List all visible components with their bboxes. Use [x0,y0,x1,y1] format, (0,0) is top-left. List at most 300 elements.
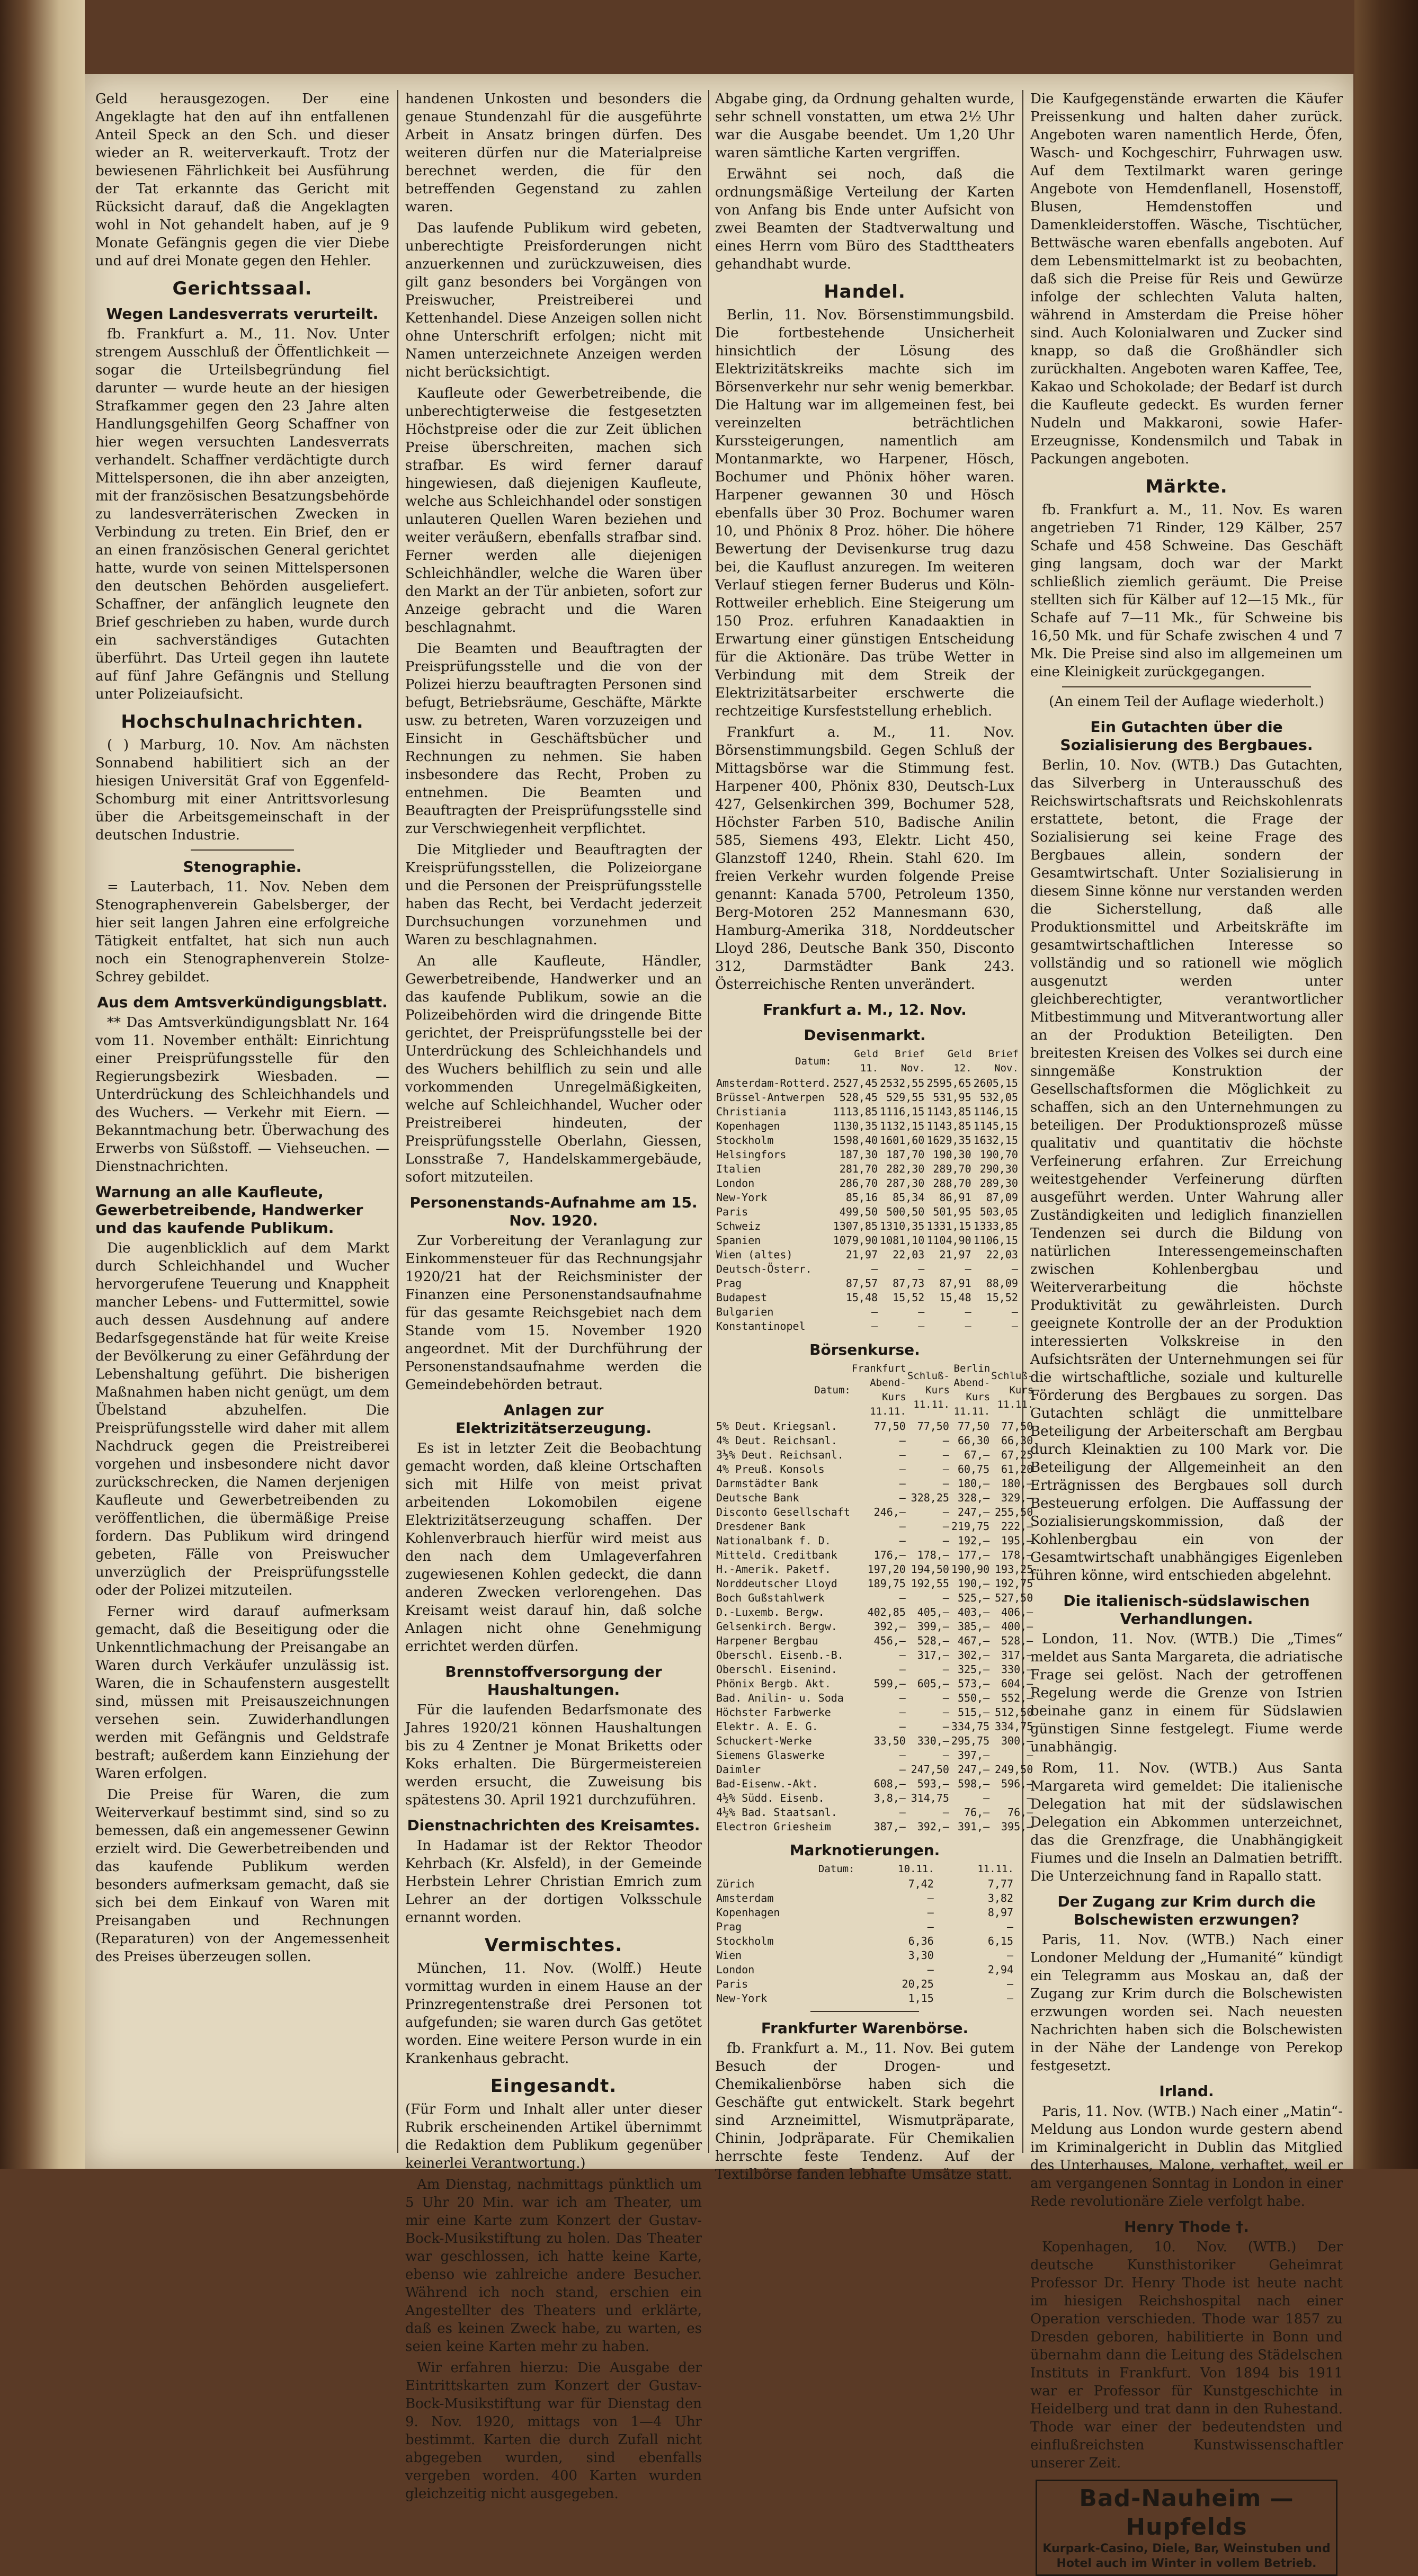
article-heading: Der Zugang zur Krim durch die Bolschewisten erzwungen? [1057,1893,1316,1928]
table-cell: 1132,15 [880,1120,925,1132]
table-cell: — [899,1763,906,1776]
article-text: Die augenblicklich auf dem Markt durch Schleichhandel und Wucher hervorgerufene Teuerung und Knappheit mancher Lebens- und Futtermittel, sowie auch dessen Ausdehnung auf andere Bedarfsgegenstände hat für weite Kreise der Bevölkerung zu einer Gefährdung der Lebenshaltung geführt. Die bisherigen Maßnahmen haben nicht genügt, um dem Übelstand abzuhelfen. Die Preisprüfungsstelle wird daher mit allem Nachdruck gegen die Preistreiberei vorgehen und insbesondere nicht davor zurückschrecken, die Namen derjenigen Kaufleute und Gewerbetreibenden zu veröffentlichen, die übermäßige Preise fordern. Das Publikum wird dringend gebeten, Fälle von Preiswucher unverzüglich der Preisprüfungsstelle oder der Polizei mitzuteilen. [95,1240,389,1598]
column-rule [1022,90,1023,2153]
table-cell: 1333,85 [973,1220,1018,1232]
table-cell: 178,— [1001,1549,1033,1561]
table-cell: 593,— [917,1777,949,1790]
table-cell: 77,50 [1001,1420,1033,1433]
table-row [715,1920,1014,1934]
table-cell: 392,— [917,1820,949,1833]
table-cell: — [942,1520,949,1533]
table-cell: 190,30 [933,1148,971,1161]
table-cell: Mitteld. Creditbank [716,1549,837,1561]
table-cell: Bad. Anilin- u. Soda [716,1692,844,1704]
table-row [715,1491,1034,1505]
table-cell: 385,— [957,1620,990,1633]
table-cell: — [942,1463,949,1475]
table-cell: 88,09 [986,1277,1018,1290]
table-cell: Paris [716,1205,748,1218]
table-cell: — [899,1806,906,1819]
table-cell: 187,70 [886,1148,925,1161]
table-cell: Gelsenkirch. Bergw. [716,1620,837,1633]
table-cell: Oberschl. Eisenind. [716,1663,837,1676]
table-cell: 4% Deut. Reichsanl. [716,1434,837,1447]
table-row [715,1648,1034,1662]
table-row [715,1991,1014,2006]
table-heading: Marknotierungen. [789,1841,940,1859]
table-cell: 528,— [1001,1634,1033,1647]
article-text: handenen Unkosten und besonders die genaue Stundenzahl für die ausgeführte Arbeit in Ansatz bringen dürfen. Des weiteren dürfen nur die Materialpreise berechnet werden, die für den betreffenden Gegenstand zu zahlen waren. [405,91,702,215]
article-text: Berlin, 10. Nov. (WTB.) Das Gutachten, das Silverberg in Unterausschuß des Reichswirtschaftsrats und Reichskohlenrats erstattete, betont, die Frage der Sozialisierung sei keine Frage des Bergbaues allein, sondern der Gesamtwirtschaft. Unter Sozialisierung in diesem Sinne könne nur verstanden werden die Sicherstellung, daß alle Produktionsmittel und Arbeitskräfte im gesamtwirtschaftlichen Interesse so vollständig und so rationell wie möglich ausgenutzt werden unter gleichberechtigter, verantwortlicher Mitbestimmung und Mitverantwortung aller an der Produktion Beteiligten. Den breitesten Kreisen des Volkes sei durch eine sinngemäße Konstruktion der Gesellschaftsformen die Möglichkeit zu schaffen, sich an den Unternehmungen zu beteiligen. Der Produktionsprozeß müsse qualitativ und quantitativ die höchste Verfeinerung erfahren. Zur Erreichung weitestgehender Verfeinerung dürften ausgeführt werden. Unter Wahrung aller Zuständigkeiten und lediglich finanziellen Tendenzen sei durch die Bildung von natürlichen Interessengemeinschaften zwischen Kohlenbergbau und Weiterverarbeitung die höchste Produktivität zu gewährleisten. Durch geeignete Kontrolle der an der Produktion interessierten Volkskreise in den Aufsichtsräten der Unternehmungen sei für die wirtschaftliche, soziale und kulturelle Förderung des Bergbaues zu sorgen. Das Gutachten schlägt die unmittelbare Beteiligung der Arbeiterschaft am Bergbau durch Kleinaktien zu 100 Mark vor. Die Beteiligung der Allgemeinheit an den Erträgnissen des Bergbaues soll durch Besteuerung erfolgen. Die Auffassung der Sozialisierungskommission, daß der Kohlenbergbau ein von der Gesamtwirtschaft unabhängiges Eigenleben führen könne, wird entschieden abgelehnt. [1030,757,1343,1584]
table-cell: — [899,1720,906,1733]
table-cell: Christiania [716,1105,787,1118]
table-row [715,1262,1019,1276]
table-cell: 222,— [1001,1520,1033,1533]
table-cell: 86,91 [939,1191,971,1204]
table-cell: 1,15 [908,1992,934,2005]
table-row [715,1620,1034,1634]
table-cell: 190,— [957,1577,990,1590]
section-heading: Märkte. [1145,476,1228,497]
section-heading: Vermischtes. [484,1935,623,1956]
table-cell: 1629,35 [926,1134,971,1147]
table-cell: 85,16 [845,1191,878,1204]
article-text: Die Beamten und Beauftragten der Preisprüfungsstelle und die von der Polizei hierzu beauftragten Personen sind befugt, Betriebsräume, Geschäfte, Märkte usw. zu betreten, Waren vorzuzeigen und Einsicht in Geschäftsbücher und Rechnungen zu nehmen. Sie haben insbesondere das Recht, Proben zu entnehmen. Die Beamten und Beauftragten der Preisprüfungsstelle sind zur Verschwiegenheit verpflichtet. [405,641,702,837]
table-cell: 314,75 [911,1792,949,1804]
table-cell: 512,50 [994,1706,1033,1719]
table-cell: Stockholm [716,1134,774,1147]
table-cell: 456,— [873,1634,906,1647]
table-cell: — [942,1706,949,1719]
table-cell: 552,— [1001,1692,1033,1704]
table-header-cell: Frankfurt Abend-Kurs 11.11. [851,1363,906,1417]
table-row [715,1519,1034,1534]
table-cell: 192,— [957,1534,990,1547]
article-heading: Ein Gutachten über die Sozialisierung des Bergbaues. [1060,718,1313,754]
table-cell: 1081,10 [880,1234,925,1247]
table-cell: 525,— [957,1591,990,1604]
table-heading: Devisenmarkt. [804,1026,926,1044]
table-row [715,1076,1019,1090]
table-cell: — [1006,1920,1013,1933]
table-cell: — [899,1463,906,1475]
table-cell: 8,97 [987,1906,1013,1919]
article-text: Die Mitglieder und Beauftragten der Kreisprüfungsstellen, die Polizeiorgane und die Personen der Preisprüfungsstelle haben das Recht, bei Verdacht jederzeit Durchsuchungen vorzunehmen und Waren zu beschlagnahmen. [405,842,702,948]
table-cell: 1106,15 [973,1234,1018,1247]
table-cell: Wien (altes) [716,1248,793,1261]
table-cell: 1601,60 [880,1134,925,1147]
table-row [715,1820,1034,1834]
table-cell: Deutsch-Österr. [716,1263,812,1275]
table-cell: Helsingfors [716,1148,787,1161]
article-text: Es ist in letzter Zeit die Beobachtung gemacht worden, daß kleine Ortschaften sich mit Hilfe von meist privat arbeitenden Lokomobilen eigene Elektrizitätserzeugung schaffen. Der Kohlenverbrauch hierfür wird meist aus den nach dem Umlageverfahren zugewiesenen Kohlen gedeckt, die dann anderen Zwecken verlorengehen. Das Kreisamt weist darauf hin, daß solche Anlagen nicht ohne Genehmigung errichtet werden dürfen. [405,1441,702,1654]
table-cell: 598,— [957,1777,990,1790]
article-text: Kaufleute oder Gewerbetreibende, die unberechtigterweise die festgesetzten Höchstpreise oder die zur Zeit üblichen Preise überschreiten, machen sich strafbar. Es wird ferner darauf hingewiesen, daß diejenigen Kaufleute, welche aus Schleichhandel oder sonstigen unlauteren Quellen Waren beziehen und weiter veräußern, ebenfalls strafbar sind. Ferner werden alle diejenigen Schleichhändler, welche die Waren über den Markt an der Tür anbieten, sofort zur Anzeige gebracht und die Waren beschlagnahmt. [405,386,702,636]
table-cell: Siemens Glaswerke [716,1749,825,1761]
section-heading: Aus dem Amtsverkündigungsblatt. [97,994,388,1011]
table-cell: — [899,1477,906,1490]
table-cell: 596,— [1001,1777,1033,1790]
table-cell: 605,— [917,1677,949,1690]
table-cell: 77,50 [957,1420,990,1433]
table-cell: — [965,1320,971,1332]
table-cell: 329,— [1001,1491,1033,1504]
table-cell: 1143,85 [926,1105,971,1118]
table-header-cell: Datum: [795,1055,832,1067]
table-cell: 1307,85 [833,1220,878,1232]
table-cell: 399,— [917,1620,949,1633]
table-cell: 85,34 [893,1191,925,1204]
table-cell: Budapest [716,1291,768,1304]
table-header-cell: 11.11. [977,1863,1014,1875]
table-cell: — [1011,1320,1018,1332]
table-cell: — [871,1263,878,1275]
table-cell: — [1011,1305,1018,1318]
table-row [715,1462,1034,1477]
table-cell: 1113,85 [833,1105,878,1118]
table-cell: New-York [716,1191,768,1204]
table-cell: 66,30 [1001,1434,1033,1447]
table-cell: — [942,1434,949,1447]
table-cell: Disconto Gesellschaft [716,1506,850,1518]
section-heading: Handel. [824,281,906,302]
table-cell: — [918,1320,925,1332]
table-cell: 529,55 [886,1091,925,1104]
table-cell: Brüssel-Antwerpen [716,1091,825,1104]
table-cell: 467,— [957,1634,990,1647]
table-cell: 289,70 [933,1162,971,1175]
table-cell: — [942,1720,949,1733]
article-text: München, 11. Nov. (Wolff.) Heute vormittag wurden in einem Hause an der Prinzregentenstraße drei Personen tot aufgefunden; sie waren durch Gas getötet worden. Eine weitere Person wurde in ein Krankenhaus gebracht. [405,1961,702,2067]
table-cell: New-York [716,1992,768,2005]
facing-page-edge [10,64,73,2073]
table-cell: 246,— [873,1506,906,1518]
table-row [715,1319,1019,1334]
table-row [715,1877,1014,1891]
table-cell: — [965,1263,971,1275]
table-cell: 330,— [1001,1663,1033,1676]
article-text: Rom, 11. Nov. (WTB.) Aus Santa Margareta wird gemeldet: Die italienische Delegation hat mit der südslawischen Delegation ein Abkommen unterzeichnet, das die Grenzfrage, die Unabhängigkeit Fiumes und die Inseln an Dalmatien betrifft. Die Unterzeichnung fand in Rapallo statt. [1030,1760,1343,1884]
table-cell: 3½% Deut. Reichsanl. [716,1448,844,1461]
table-cell: 282,30 [886,1162,925,1175]
table-cell: — [899,1448,906,1461]
table-cell: Harpener Bergbau [716,1634,818,1647]
table-cell: 247,— [957,1763,990,1776]
article-text: ** Das Amtsverkündigungsblatt Nr. 164 vom 11. November enthält: Einrichtung einer Preisprüfungsstelle für den Regierungsbezirk Wiesbaden. — Unterdrückung des Schleichhandels und des Wuchers. — Verkehr mit Eiern. — Bekanntmachung betr. Überwachung des Erwerbs von Süßstoff. — Viehseuchen. — Dienstnachrichten. [95,1015,389,1175]
table-cell: 1331,15 [926,1220,971,1232]
table-header-cell: Berlin Abend-Kurs 11.11. [953,1363,991,1417]
article-heading: Personenstands-Aufnahme am 15. Nov. 1920. [409,1194,698,1229]
table-cell: 15,48 [939,1291,971,1304]
table-cell: Amsterdam-Rotterd. [716,1077,831,1089]
table-cell: 528,— [917,1634,949,1647]
table-row [715,1634,1034,1648]
table-cell: 1145,15 [973,1120,1018,1132]
table-cell: 77,50 [873,1420,906,1433]
table-row [715,1691,1034,1705]
table-cell: Paris [716,1978,748,1990]
table-cell: 405,— [917,1606,949,1618]
table-cell: Nationalbank f. D. [716,1534,831,1547]
table-cell: 180,— [1001,1477,1033,1490]
table-row [715,1605,1034,1620]
table-cell: Spanien [716,1234,761,1247]
table-row [715,1434,1034,1448]
section-heading: Stenographie. [183,858,302,875]
table-row [715,1205,1019,1219]
table-cell: 395,— [1001,1820,1033,1833]
article-heading: Frankfurter Warenbörse. [761,2019,969,2037]
table-cell: 197,20 [867,1563,906,1576]
divider [810,2011,919,2012]
table-cell: — [942,1692,949,1704]
table-row [715,1419,1034,1434]
table-header-cell: Geld 11. [854,1048,879,1074]
article-text: Wir erfahren hierzu: Die Ausgabe der Eintrittskarten zum Konzert der Gustav-Bock-Musikstiftung war für Dienstag den 9. Nov. 1920, mittags von 1—4 Uhr bestimmt. Karten die durch Zufall nicht abgegeben wurden, sind ebenfalls vergeben worden. 400 Karten wurden gleichzeitig nicht ausgegeben. [405,2360,702,2502]
table-row [715,1148,1019,1162]
table-row [715,1734,1034,1748]
table-row [715,1548,1034,1562]
article-text: Abgabe ging, da Ordnung gehalten wurde, sehr schnell vonstatten, um etwa 2½ Uhr war die Ausgabe beendet. Um 1,20 Uhr waren sämtliche Karten vergriffen. [715,91,1014,161]
article-text: fb. Frankfurt a. M., 11. Nov. Es waren angetrieben 71 Rinder, 129 Kälber, 257 Schafe und 458 Schweine. Das Geschäft ging langsam, doch war der Markt schließlich ziemlich geräumt. Die Preise stellten sich für Kälber auf 12—15 Mk., für Schafe auf 7—11 Mk., für Schweine bis 16,50 Mk. und für Schafe zwischen 4 und 7 Mk. Die Preise sind also im allgemeinen um eine Kleinigkeit zurückgegangen. [1030,502,1343,680]
column-rule [708,90,709,2153]
table-cell: 290,30 [979,1162,1018,1175]
table-cell: — [1027,1792,1033,1804]
table-cell: 287,30 [886,1177,925,1189]
article-text: Berlin, 11. Nov. Börsenstimmungsbild. Die fortbestehende Unsicherheit hinsichtlich der Lösung des Elektrizitätskreiks machte sich im Börsenverkehr nur sehr wenig bemerkbar. Die Haltung war im allgemeinen fest, bei vereinzelten beträchtlichen Kurssteigerungen, namentlich am Montanmarkte, wo Harpener, Hösch, Bochumer und Phönix höher waren. Harpener gewannen 30 und Hösch ebenfalls über 30 Proz. Bochumer waren 10, und Phönix 8 Proz. höher. Die höhere Bewertung der Devisenkurse trug dazu bei, die Kauflust anzuregen. Im weiteren Verlauf stiegen ferner Buderus und Köln-Rottweiler erheblich. Eine Steigerung um 150 Proz. erfuhren Kanadaaktien in Erwartung einer günstigen Entscheidung für die Aktionäre. Das trübe Wetter in Verbindung mit dem Streik der Elektrizitätsarbeiter erschwerte die rechtzeitige Kursfeststellung erheblich. [715,307,1014,719]
table-row [715,1162,1019,1176]
table-cell: 531,95 [933,1091,971,1104]
table-row [715,1934,1014,1948]
table-cell: London [716,1177,755,1189]
table-cell: 402,85 [867,1606,906,1618]
table-cell: Bulgarien [716,1305,774,1318]
table-cell: 1116,15 [880,1105,925,1118]
table-cell: 6,36 [908,1935,934,1947]
article-heading: Dienstnachrichten des Kreisamtes. [407,1817,700,1834]
table-cell: 22,03 [986,1248,1018,1261]
article-text: Geld herausgezogen. Der eine Angeklagte hat den auf ihn entfallenen Anteil Speck an den Sch. und dieser wieder an R. weiterverkauft. Trotz der bewiesenen Fährlichkeit bei Ausführung der Tat erkannte das Gericht mit Rücksicht darauf, daß die Angeklagten wohl in Not gehandelt haben, auf je 9 Monate Gefängnis gegen die vier Diebe und auf drei Monate gegen den Hehler. [95,91,389,269]
table-row [715,1763,1034,1777]
table-cell: — [899,1649,906,1661]
ad-headline: Bad-Nauheim — Hupfelds [1079,2485,1294,2541]
table-cell: 87,73 [893,1277,925,1290]
table-cell: — [927,1892,934,1904]
table-header-cell: Schluß-Kurs 11.11. [991,1370,1034,1410]
table-cell: 192,55 [911,1577,949,1590]
table-cell: 1146,15 [973,1105,1018,1118]
table-cell: 599,— [873,1677,906,1690]
table-cell: 328,— [957,1491,990,1504]
article-heading: Irland. [1159,2082,1214,2100]
table-cell: Kopenhagen [716,1906,780,1919]
table-row [715,1906,1014,1920]
table-cell: 247,— [957,1506,990,1518]
table-cell: 295,75 [951,1734,990,1747]
table-row [715,1562,1034,1577]
table-cell: 503,05 [979,1205,1018,1218]
table-cell: Schweiz [716,1220,761,1232]
table-row [715,1276,1019,1291]
table-row [715,1777,1034,1791]
table-cell: — [899,1591,906,1604]
table-cell: 406,— [1001,1606,1033,1618]
table-row [715,1505,1034,1519]
table-cell: — [899,1663,906,1676]
table-cell: 76,— [964,1806,990,1819]
table-cell: Phönix Bergb. Akt. [716,1677,831,1690]
article-text: Frankfurt a. M., 11. Nov. Börsenstimmungsbild. Gegen Schluß der Mittagsbörse war die Stimmung fest. Harpener 400, Phönix 830, Deutsch-Lux 427, Gelsenkirchen 399, Bochumer 528, Höchster Farben 510, Badische Anilin 585, Siemens 493, Elektr. Licht 450, Glanzstoff 1240, Rhein. Stahl 620. Im freien Verkehr wurden folgende Preise genannt: Kanada 5700, Petroleum 1350, Berg-Motoren 252 Mannesmann 630, Hamburg-Amerika 318, Norddeutscher Lloyd 286, Deutsche Bank 350, Disconto 312, Darmstädter Bank 243. Österreichische Renten unverändert. [715,724,1014,992]
table-row [715,1891,1014,1906]
table-cell: 573,— [957,1677,990,1690]
table-cell: — [942,1448,949,1461]
table-cell: Kopenhagen [716,1120,780,1132]
table-cell: Boch Gußstahlwerk [716,1591,825,1604]
article-text: fb. Frankfurt a. M., 11. Nov. Bei gutem Besuch der Drogen- und Chemikalienbörse haben sich die Geschäfte gut entwickelt. Stark begehrt sind Arzneimittel, Wismutpräparate, Chinin, Jodpräparate. Für Chemikalien herrschte feste Tendenz. Auf der Textilbörse fanden lebhafte Umsätze statt. [715,2041,1014,2183]
table-cell: 87,91 [939,1277,971,1290]
table-header-cell: Schluß-Kurs 11.11. [907,1370,950,1410]
table-cell: Norddeutscher Lloyd [716,1577,837,1590]
table-cell: Schuckert-Werke [716,1734,812,1747]
table-cell: 3,8,— [873,1792,906,1804]
table-row [715,1219,1019,1233]
table-cell: 4% Preuß. Konsols [716,1463,825,1475]
table-row [715,1720,1034,1734]
table-cell: 77,50 [917,1420,949,1433]
table-row [715,1176,1019,1191]
table-cell: — [899,1491,906,1504]
table-cell: H.-Amerik. Paketf. [716,1563,831,1576]
table-cell: 87,57 [845,1277,878,1290]
table-header-cell: Brief Nov. [895,1048,925,1074]
table-row [715,1448,1034,1462]
table-cell: Oberschl. Eisenb.-B. [716,1649,844,1661]
table-cell: 334,75 [951,1720,990,1733]
table-header-cell: Datum: [818,1863,855,1875]
table-cell: 189,75 [867,1577,906,1590]
table-cell: 550,— [957,1692,990,1704]
table-row [715,1662,1034,1677]
table-header-cell: Geld 12. [947,1048,972,1074]
table-cell: 255,50 [994,1506,1033,1518]
table-cell: 194,50 [911,1563,949,1576]
table-cell: Electron Griesheim [716,1820,831,1833]
advertisement-box [1036,2480,1337,2576]
table-cell: 4½% Südd. Eisenb. [716,1792,825,1804]
table-cell: 76,— [1007,1806,1033,1819]
article-text: London, 11. Nov. (WTB.) Die „Times“ meldet aus Santa Margareta, die adriatische Frage sei gelöst. Nach der getroffenen Regelung werde die Grenze von Istrien beinahe ganz in einem für Südslawien günstigen Sinne festgelegt. Fiume werde unabhängig. [1030,1631,1343,1755]
table-cell: 532,05 [979,1091,1018,1104]
table-cell: 2527,45 [833,1077,878,1089]
edition-note: (An einem Teil der Auflage wiederholt.) [1049,694,1324,710]
table-cell: — [871,1320,878,1332]
article-text: fb. Frankfurt a. M., 11. Nov. Unter strengem Ausschluß der Öffentlichkeit — sogar die Urteilsbegründung fiel darunter — wurde heute an der hiesigen Strafkammer gegen den 23 Jahre alten Handlungsgehilfen Georg Schaffner von hier wegen versuchten Landesverrats verhandelt. Schaffner verdächtigte durch Mittelspersonen, die ihn aber anzeigten, mit der französischen Besatzungsbehörde zu landesverräterischen Zwecken in Verbindung zu treten. Ein Brief, den er an einen französischen General gerichtet hatte, wurde von seinen Mittelspersonen den deutschen Behörden ausgeliefert. Schaffner, der anfänglich leugnete den Brief geschrieben zu haben, wurde durch ein sachverständiges Gutachten überführt. Das Urteil gegen ihn lautete auf fünf Jahre Gefängnis und Stellung unter Polizeiaufsicht. [95,326,389,702]
article-text: Paris, 11. Nov. (WTB.) Nach einer Londoner Meldung der „Humanité“ kündigt ein Telegramm aus Moskau an, daß der Zugang zur Krim durch die Bolschewisten erzwungen worden sei. Nach neuesten Nachrichten haben sich die Bolschewisten in der Nähe der Landenge von Perekop festgesetzt. [1030,1932,1343,2074]
article-text: In Hadamar ist der Rektor Theodor Kehrbach (Kr. Alsfeld), in der Gemeinde Herbstein Lehrer Christian Emrich zum Lehrer an der dortigen Volksschule ernannt worden. [405,1838,702,1926]
table-header-cell: Datum: [814,1384,851,1396]
table-cell: 330,— [917,1734,949,1747]
article-heading: Die italienisch-südslawischen Verhandlungen. [1063,1592,1310,1627]
table-cell: — [899,1434,906,1447]
table-cell: 60,75 [957,1463,990,1475]
mark-quotation-table [715,1862,1014,2006]
table-cell: Daimler [716,1763,761,1776]
table-cell: 281,70 [839,1162,878,1175]
table-cell: 87,09 [986,1191,1018,1204]
table-cell: 67,25 [1001,1448,1033,1461]
table-row [715,1233,1019,1248]
table-cell: — [1006,1949,1013,1962]
table-cell: 325,— [957,1663,990,1676]
table-cell: — [942,1749,949,1761]
table-cell: — [899,1520,906,1533]
table-row [715,1977,1014,1991]
table-cell: 2605,15 [973,1077,1018,1089]
column-4 [1030,90,1343,2570]
table-cell: 22,03 [893,1248,925,1261]
table-row [715,1477,1034,1491]
table-cell: 192,75 [994,1577,1033,1590]
table-dateline: Frankfurt a. M., 12. Nov. [763,1001,967,1018]
table-cell: 1104,90 [926,1234,971,1247]
table-cell: — [1027,1749,1033,1761]
table-cell: 180,— [957,1477,990,1490]
table-row [715,1133,1019,1148]
table-cell: 286,70 [839,1177,878,1189]
table-row [715,1677,1034,1691]
newspaper-page [85,74,1353,2570]
table-cell: 334,75 [994,1720,1033,1733]
table-cell: — [942,1506,949,1518]
table-row [715,1291,1019,1305]
table-cell: 527,50 [994,1591,1033,1604]
article-heading: Henry Thode †. [1124,2218,1249,2235]
article-text: Die Preise für Waren, die zum Weiterverkauf bestimmt sind, sind so zu bemessen, daß ein angemessener Gewinn erzielt wird. Die Gewerbetreibenden und das kaufende Publikum werden besonders aufmerksam gemacht, daß sie sich bei dem Einkauf von Waren mit Preisangaben und Rechnungen (Reparaturen) von der Angemessenheit des Preises überzeugen sollen. [95,1787,389,1965]
table-cell: — [899,1749,906,1761]
table-cell: 1079,90 [833,1234,878,1247]
table-cell: London [716,1963,755,1976]
table-cell: 1130,35 [833,1120,878,1132]
table-row [715,1791,1034,1805]
divider [1062,686,1311,687]
article-text: Paris, 11. Nov. (WTB.) Nach einer „Matin“-Meldung aus London wurde gestern abend im Kriminalgericht in Dublin das Mitglied des Unterhauses, Malone, verhaftet, weil er am vergangenen Sonntag in London in einer Rede revolutionäre Ziele verfolgt habe. [1030,2104,1343,2210]
table-row [715,1119,1019,1133]
table-cell: 6,15 [987,1935,1013,1947]
table-cell: 33,50 [873,1734,906,1747]
ad-text: Hotel auch im Winter in vollem Betrieb. [1056,2557,1317,2570]
left-page-gutter [0,0,85,2169]
table-cell: — [871,1305,878,1318]
table-cell: 289,30 [979,1177,1018,1189]
article-text: Ferner wird darauf aufmerksam gemacht, daß die Beseitigung oder die Unkenntlichmachung der Preisangabe an Waren durch Verkäufer unzulässig ist. Waren, die in Schaufenstern ausgestellt sind, müssen mit Preisauszeichnungen versehen sein. Zuwiderhandlungen werden mit Gefängnis und Geldstrafe bestraft; außerdem kann Einziehung der Waren erfolgen. [95,1604,389,1782]
table-row [715,1248,1019,1262]
table-row [715,1948,1014,1963]
table-cell: Konstantinopel [716,1320,806,1332]
table-cell: 397,— [957,1749,990,1761]
table-cell: — [942,1477,949,1490]
table-cell: Elektr. A. E. G. [716,1720,818,1733]
table-cell: 2595,65 [926,1077,971,1089]
table-cell: Bad-Eisenw.-Akt. [716,1777,818,1790]
article-text: Das laufende Publikum wird gebeten, unberechtigte Preisforderungen nicht anzuerkennen und zurückzuweisen, dies gilt ganz besonders bei Vorgängen von Preiswucher, Preistreiberei und Kettenhandel. Diese Anzeigen sollen nicht ohne Unterschrift erfolgen; nicht mit Namen unterzeichnete Anzeigen werden nicht berücksichtigt. [405,220,702,380]
table-cell: — [927,1963,934,1976]
table-cell: — [918,1263,925,1275]
table-cell: — [899,1692,906,1704]
table-cell: Zürich [716,1877,755,1890]
table-cell: 219,75 [951,1520,990,1533]
table-cell: — [1006,1978,1013,1990]
article-text: = Lauterbach, 11. Nov. Neben dem Stenographenverein Gabelsberger, der hier seit langen Jahren eine erfolgreiche Tätigkeit entfaltet, hat sich nun auch noch ein Stenographenverein Stolze-Schrey gebildet. [95,879,389,985]
